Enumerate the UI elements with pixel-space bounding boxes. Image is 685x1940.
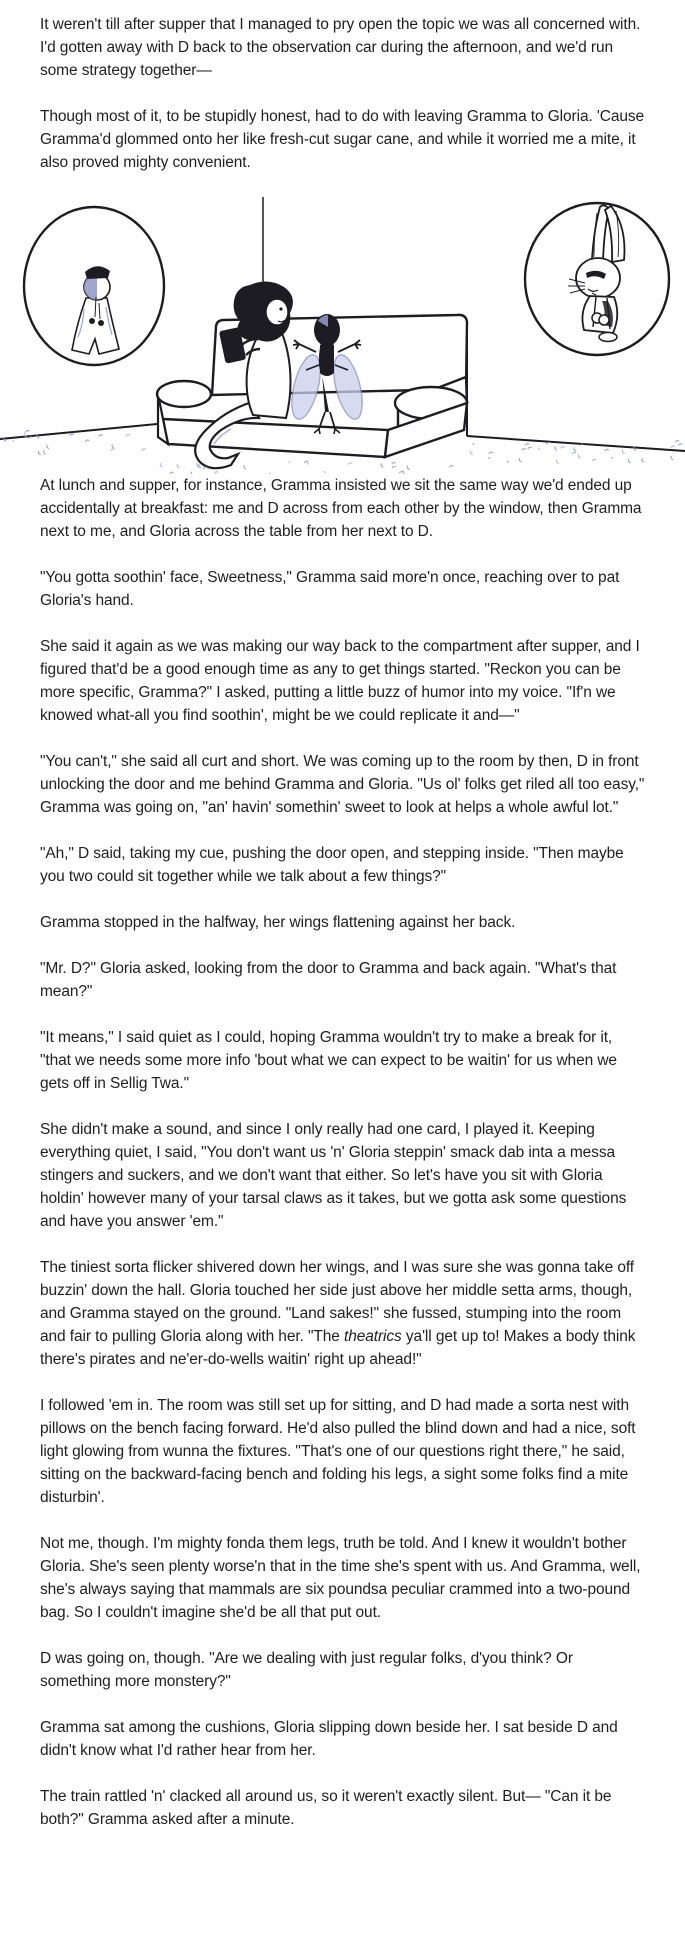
story-paragraph-9: "Mr. D?" Gloria asked, looking from the door to Gramma and back again. "What's that mean?" — [40, 960, 617, 1000]
paragraph-12-pre: The tiniest sorta flicker shivered down her wings, and I was sure she was gonna take off buzzin' down the hall. Gloria touched her side just above her middle setta arms, though, and Gramma stayed on the ground. "Land sakes!" she fussed, stumping into the room and fair to pulling Gloria along with her. "The — [40, 1259, 635, 1345]
story-paragraph-15: D was going on, though. "Are we dealing with just regular folks, d'you think? Or something more monstery?" — [40, 1650, 573, 1690]
paragraph-12-italic-word: theatrics — [344, 1328, 402, 1345]
story-paragraph-17: The train rattled 'n' clacked all around us, so it weren't exactly silent. But— "Can it be both?" Gramma asked after a minute. — [40, 1788, 612, 1828]
story-paragraph-7: "Ah," D said, taking my cue, pushing the door open, and stepping inside. "Then maybe you two could sit together while we talk about a few things?" — [40, 845, 624, 885]
story-paragraph-10: "It means," I said quiet as I could, hoping Gramma wouldn't try to make a break for it, "that we needs some more info 'bout what we can expect to be waitin' for us when we gets off in Sellig Twa." — [40, 1029, 617, 1092]
story-paragraph-8: Gramma stopped in the halfway, her wings flattening against her back. — [40, 914, 516, 931]
story-paragraph-16: Gramma sat among the cushions, Gloria slipping down beside her. I sat beside D and didn't know what I'd rather hear from her. — [40, 1719, 618, 1759]
story-paragraph-1: It weren't till after supper that I managed to pry open the topic we was all concerned with. I'd gotten away with D back to the observation car during the afternoon, and we'd run some strategy together— — [40, 16, 641, 79]
story-paragraph-11: She didn't make a sound, and since I only really had one card, I played it. Keeping everything quiet, I said, "You don't want us 'n' Gloria steppin' smack dab inta a messa stingers and suckers, and we don't want that either. So let's have you sit with Gloria holdin' however many of your tarsal claws as it takes, but we gotta ask some questions and have you answer 'em." — [40, 1121, 627, 1230]
story-paragraph-6: "You can't," she said all curt and short. We was coming up to the room by then, D in front unlocking the door and me behind Gramma and Gloria. "Us ol' folks get riled all too easy," Gramma was going on, "an' havin' somethin' sweet to look at helps a whole awful lot." — [40, 753, 645, 816]
story-paragraph-5: She said it again as we was making our way back to the compartment after supper, and I figured that'd be a good enough time as any to get things started. "Reckon you can be more specific, Gramma?" I asked, putting a little buzz of humor into my voice. "If'n we knowed what-all you find soothin', might be we could replicate it and—" — [40, 638, 640, 724]
story-illustration — [0, 197, 685, 474]
left-vignette — [24, 207, 164, 365]
right-vignette — [525, 203, 669, 355]
story-paragraph-14: Not me, though. I'm mighty fonda them legs, truth be told. And I knew it wouldn't bother Gloria. She's seen plenty worse'n that in the time she's spent with us. And Gramma, well, she's always saying that mammals are six poundsa peculiar crammed into a two-pound bag. So I couldn't imagine she'd be all that put out. — [40, 1535, 641, 1621]
text-block-bottom — [40, 474, 645, 1831]
paragraph-12-post: ya'll get up to! Makes a body think there's pirates and ne'er-do-wells waitin' right up ahead!" — [40, 1328, 636, 1368]
story-paragraph-13: I followed 'em in. The room was still set up for sitting, and D had made a sorta nest with pillows on the bench facing forward. He'd also pulled the blind down and had a nice, soft light glowing from wunna the fixtures. "That's one of our questions right there," he said, sitting on the backward-facing bench and folding his legs, a sight some folks find a mite disturbin'. — [40, 1397, 636, 1506]
text-block-top — [40, 13, 645, 174]
story-paragraph-12 — [40, 1256, 645, 1371]
story-paragraph-3: At lunch and supper, for instance, Gramma insisted we sit the same way we'd ended up accidentally at breakfast: me and D across from each other by the window, then Gramma next to me, and Gloria across the table from her next to D. — [40, 477, 642, 540]
story-paragraph-4: "You gotta soothin' face, Sweetness," Gramma said more'n once, reaching over to pat Gloria's hand. — [40, 569, 620, 609]
story-paragraph-2: Though most of it, to be stupidly honest, had to do with leaving Gramma to Gloria. 'Cause Gramma'd glommed onto her like fresh-cut sugar cane, and while it worried me a mite, it also proved mighty convenient. — [40, 108, 645, 171]
